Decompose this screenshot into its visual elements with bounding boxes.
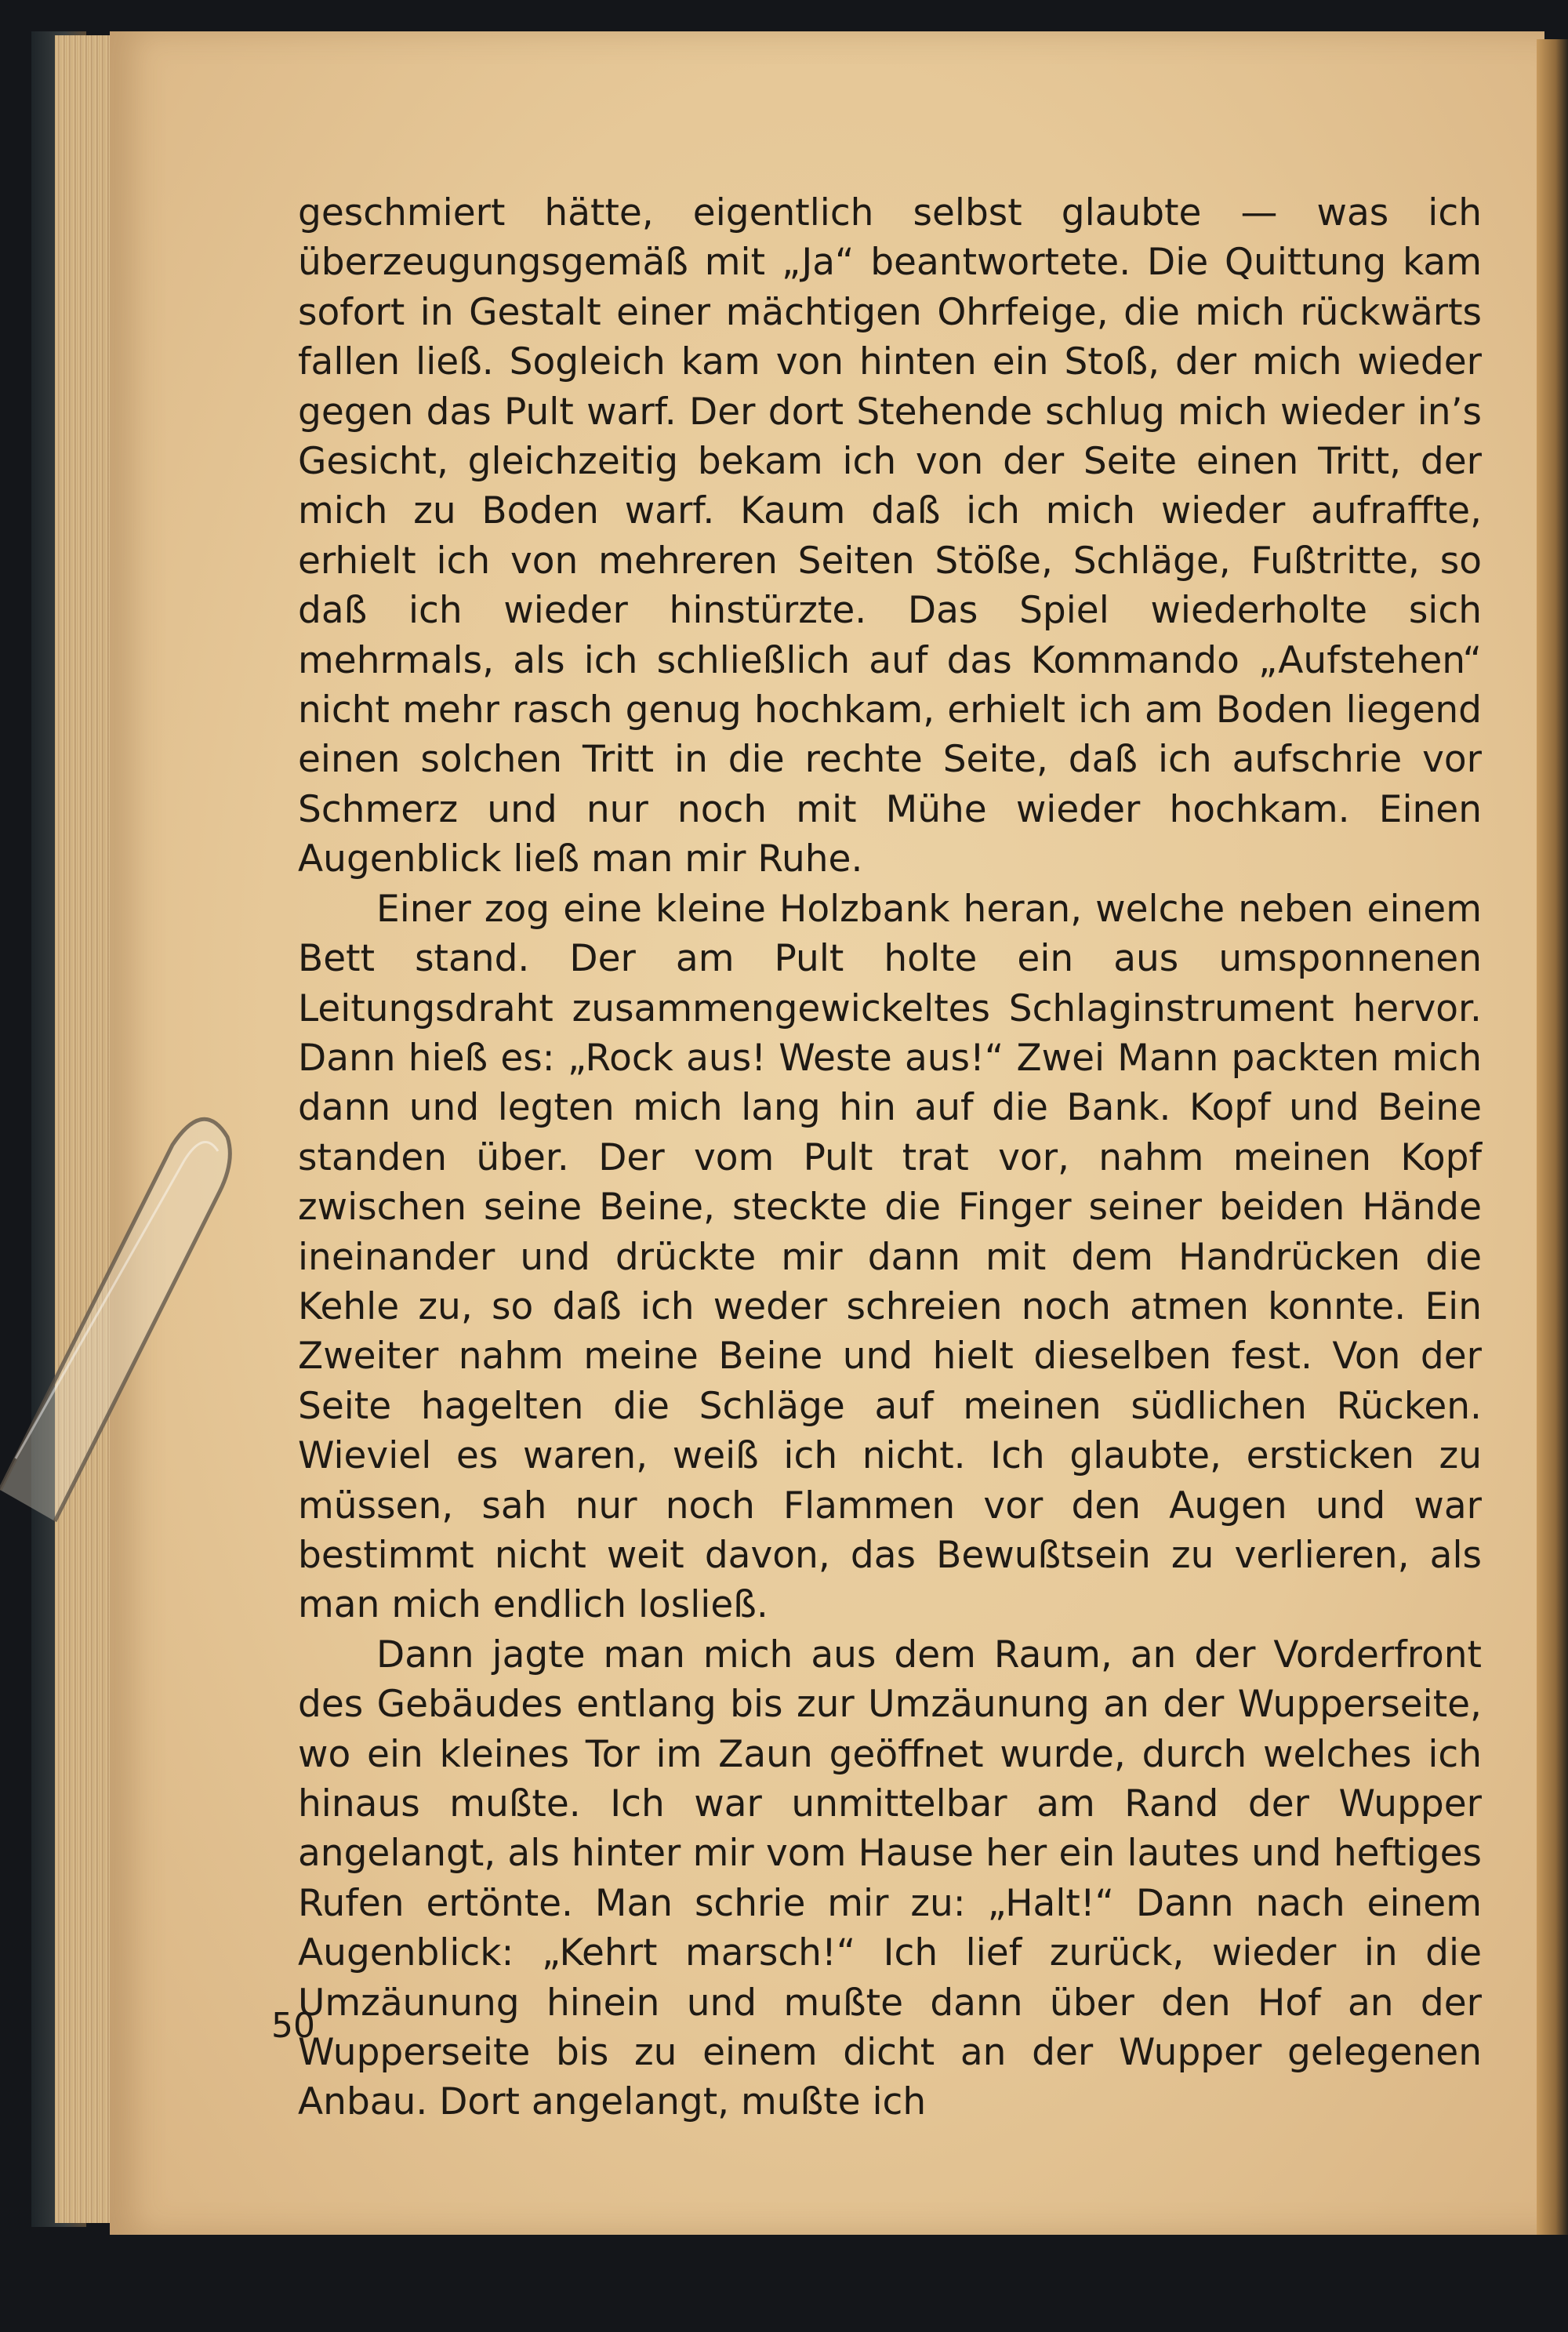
- page-text: [298, 188, 1482, 2127]
- page-number: 50: [271, 2006, 315, 2046]
- paragraph-3: Dann jagte man mich aus dem Raum, an der Vorderfront des Gebäudes entlang bis zur Umzäunung an der Wupperseite, wo ein kleines Tor im Zaun geöffnet wurde, durch welches ich hinaus mußte. Ich war unmittelbar am Rand der Wupper angelangt, als hinter mir vom Hause her ein lautes und heftiges Rufen ertönte. Man schrie mir zu: „Halt!“ Dann nach einem Augenblick: „Kehrt marsch!“ Ich lief zurück, wieder in die Umzäunung hinein und mußte dann über den Hof an der Wupperseite bis zu einem dicht an der Wupper gelegenen Anbau. Dort angelangt, mußte ich: [298, 1633, 1482, 2124]
- page-gutter: [1537, 39, 1568, 2235]
- paragraph-1: geschmiert hätte, eigentlich selbst glaubte — was ich überzeugungsgemäß mit „Ja“ beantwortete. Die Quittung kam sofort in Gestalt einer mächtigen Ohrfeige, die mich rückwärts fallen ließ. Sogleich kam von hinten ein Stoß, der mich wieder gegen das Pult warf. Der dort Stehende schlug mich wieder in’s Gesicht, gleichzeitig bekam ich von der Seite einen Tritt, der mich zu Boden warf. Kaum daß ich mich wieder aufraffte, erhielt ich von mehreren Seiten Stöße, Schläge, Fußtritte, so daß ich wieder hinstürzte. Das Spiel wiederholte sich mehrmals, als ich schließlich auf das Kommando „Aufstehen“ nicht mehr rasch genug hochkam, erhielt ich am Boden liegend einen solchen Tritt in die rechte Seite, daß ich aufschrie vor Schmerz und nur noch mit Mühe wieder hochkam. Einen Augenblick ließ man mir Ruhe.: [298, 191, 1482, 881]
- paragraph-2: Einer zog eine kleine Holzbank heran, welche neben einem Bett stand. Der am Pult holte ein aus umsponnenen Leitungsdraht zusammengewickeltes Schlaginstrument hervor. Dann hieß es: „Rock aus! Weste aus!“ Zwei Mann packten mich dann und legten mich lang hin auf die Bank. Kopf und Beine standen über. Der vom Pult trat vor, nahm meinen Kopf zwischen seine Beine, steckte die Finger seiner beiden Hände ineinander und drückte mir dann mit dem Handrücken die Kehle zu, so daß ich weder schreien noch atmen konnte. Ein Zweiter nahm meine Beine und hielt dieselben fest. Von der Seite hagelten die Schläge auf meinen südlichen Rücken. Wieviel es waren, weiß ich nicht. Ich glaubte, ersticken zu müssen, sah nur noch Flammen vor den Augen und war bestimmt nicht weit davon, das Bewußtsein zu verlieren, als man mich endlich losließ.: [298, 887, 1482, 1627]
- page-edges: [55, 35, 118, 2223]
